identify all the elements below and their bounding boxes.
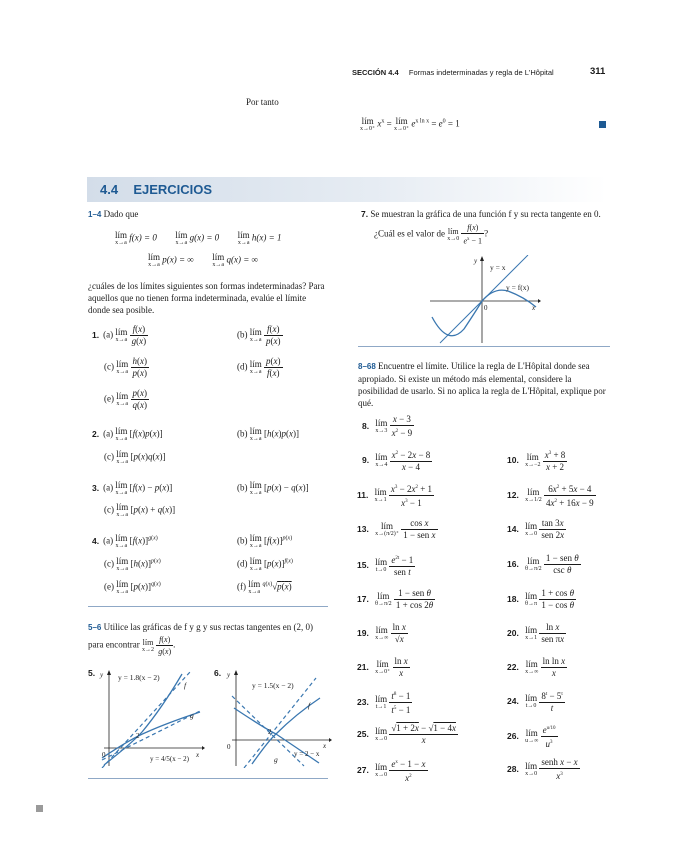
ex6-label-line1: y = 1.5(x − 2) [252,681,294,690]
ex7-label-origin: 0 [484,304,488,312]
ex-15: 15. lím t→0 $\frac{e^{2t} - 1}{\text{sen t}}$ [357,555,414,577]
problem-3b: (b) lím x→a [p(x) − q(x)] [237,480,309,496]
problem-1d: (d) lím x→a $\frac{p(x)}{f(x)}$ [237,356,281,378]
section-label: SECCIÓN 4.4 [352,68,399,77]
ex5-label-y: y [100,671,104,679]
ex1-4-intro [88,208,138,221]
section-heading-number: 4.4 [100,182,119,197]
ex6-label-0: 0 [227,743,231,751]
ex5-label-0: 0 [102,751,106,759]
problem-4e: (e) lím x→a $[p(x)]^{q(x)}$ [104,579,161,595]
problem-4d: (d) lím x→a $[p(x)]^{f(x)}$ [237,556,293,572]
ex5-label-line2: y = 4/5(x − 2) [150,755,190,763]
problem-2b: (b) lím x→a [h(x)p(x)] [237,426,300,442]
ex-23: 23. lím t→1 $\frac{t^8 - 1}{t^5 - 1}$ [357,691,411,715]
ex-11: 11. lím x→1 $\frac{x^3 - 2x^2 + 1}{x^3 - 1}$ [357,484,433,508]
running-header [352,68,554,77]
ex8-68-intro: 8–68 Encuentre el límite. Utilice la regla de L'Hôpital donde sea apropiado. Si existe un método más elemental, considere la posibilidad de usarlo. Si no aplica la regla de L'Hôpital, explique por qué. [358,361,606,408]
ex6-label-line2: y = 2 − x [294,750,320,758]
problem-4b: (b) lím x→a $[f(x)]^{p(x)}$ [237,533,293,549]
problem-4c: (c) lím x→a $[h(x)]^{p(x)}$ [104,556,161,572]
ex-28: 28. lím x→0 $\frac{\text{senh x − x}}{x^3}$ [507,757,578,781]
ex7-graph [428,255,543,345]
problem-3a: 3. (a) lím x→a [f(x) − p(x)] [92,480,173,496]
ex5-label-line1: y = 1.8(x − 2) [118,673,160,682]
ex5-label-g: g [190,711,194,720]
ex6-label-y: y [227,671,231,679]
problem-1c: (c) lím x→a $\frac{h(x)}{p(x)}$ [104,356,148,378]
ex5-6-intro: 5–6 Utilice las gráficas de f y g y sus rectas tangentes en (2, 0) para encontrar lím x→2 $\frac{f(x)}{g(x)}$ . [88,622,314,656]
problem-1e: (e) lím x→a $\frac{p(x)}{q(x)}$ [104,388,148,410]
ex-10: 10. lím x→−2 $\frac{x^3 + 8}{x + 2}$ [507,450,566,472]
ex6-label-f: f [308,701,311,710]
problem-3c: (c) lím x→a [p(x) + q(x)] [104,502,176,518]
ex-14: 14. lím x→0 $\frac{\tan 3x}{\text{sen 2x}}$ [507,518,565,540]
problem-2c: (c) lím x→a [p(x)q(x)] [104,449,166,465]
divider-right-1 [358,346,610,347]
ex8-68-range: 8–68 [358,362,376,371]
ex1-4-intro-text: Dado que [103,209,139,219]
page-number: 311 [590,66,606,77]
ex-17: 17. lím θ→π/2 $\frac{\text{1 − sen θ}}{1 + \cos 2\theta}$ [357,588,434,610]
end-of-proof-square [599,121,606,128]
divider-left-2 [88,778,328,779]
ex7-label-y: y [474,257,478,265]
ex7-label-curve: y = f(x) [506,283,529,292]
ex5-6-range: 5–6 [88,623,102,632]
ex-13: 13. lím x→(π/2)⁺ $\frac{\text{cos x}}{\text{1 − sen x}}$ [357,518,436,540]
ex1-4-question: ¿cuáles de los límites siguientes son formas indeterminadas? Para aquellos que no tienen forma indeterminada, evalúe el límite donde sea posible. [88,281,325,315]
intro-text: Por tanto [246,97,279,107]
given-line-1: lím x→a f(x) = 0 lím x→a g(x) = 0 lím x→a h(x) = 1 [115,230,282,246]
intro-equation: lím x→0⁺ $x^x$ = lím x→0⁺ $e^{x ln x} = e^0 = 1$ [360,116,460,132]
ex-16: 16. lím θ→π/2 $\frac{\text{1 − sen θ}}{\text{csc θ}}$ [507,553,579,575]
ex-27: 27. lím x→0 $\frac{e^x - 1 - x}{x^2}$ [357,759,426,783]
ex7-label-x: x [532,304,536,312]
ex-20: 20. lím x→1 $\frac{\text{ln x}}{\text{sen πx}}$ [507,622,565,644]
ex6-label-g: g [274,755,278,764]
section-title: Formas indeterminadas y regla de L'Hôpital [408,68,554,77]
ex5-label-f: f [184,681,187,690]
problem-2a: 2. (a) lím x→a [f(x)p(x)] [92,426,163,442]
ex-26: 26. lím u→∞ $\frac{e^{u/10}}{u^3}$ [507,725,556,749]
ex6-label-2: 2 [268,728,272,736]
ex-21: 21. lím x→0⁺ $\frac{\text{ln x}}{x}$ [357,656,408,678]
footer-marker [36,805,43,812]
problem-1a: 1. (a) lím x→a $\frac{f(x)}{g(x)}$ [92,324,147,346]
ex-18: 18. lím θ→π $\frac{\text{1 + cos θ}}{\text{1 − cos θ}}$ [507,588,575,610]
ex6-graph [224,668,334,768]
ex6-label-x: x [323,742,327,750]
ex-12: 12. lím x→1/2 $\frac{6x^2 + 5x - 4}{4x^2 + 16x - 9}$ [507,484,594,508]
ex5-number: 5. [88,668,96,678]
ex7-text: 7. Se muestran la gráfica de una función f y su recta tangente en 0. [361,209,601,219]
ex5-graph [92,668,207,768]
problem-4a: 4. (a) lím x→a $[f(x)]^{g(x)}$ [92,533,158,549]
ex-9: 9. lím x→4 $\frac{x^2 - 2x - 8}{x - 4}$ [362,450,431,472]
ex7-label-line: y = x [490,263,506,272]
given-line-2: lím x→a p(x) = ∞ lím x→a q(x) = ∞ [148,252,258,268]
ex-8: 8. lím x→3 $\frac{x - 3}{x^2 - 9}$ [362,414,413,438]
ex5-label-x: x [196,751,200,759]
problem-1b: (b) lím x→a $\frac{f(x)}{p(x)}$ [237,324,281,346]
ex-19: 19. lím x→∞ $\frac{\text{ln x}}{√x}$ [357,622,406,644]
divider-left-1 [88,606,328,607]
section-heading [100,182,212,197]
ex-22: 22. lím x→∞ $\frac{\text{ln ln x}}{x}$ [507,656,566,678]
ex5-label-2: 2 [136,732,140,740]
ex7-question: ¿Cuál es el valor de lím x→0 $\frac{f(x)}{e^x - 1}$ ? [374,223,489,246]
problem-4f: (f) lím x→a $^{q(x)}$√p(x) [237,579,292,595]
ex-24: 24. lím t→0 $\frac{8^t - 5^t}{t}$ [507,691,563,713]
ex-25: 25. lím x→0 $\frac{√1 + 2x - √1 - 4x}{x}$ [357,723,456,745]
ex1-4-range: 1–4 [88,210,102,219]
section-heading-title: EJERCICIOS [133,182,213,197]
ex6-number: 6. [214,668,222,678]
